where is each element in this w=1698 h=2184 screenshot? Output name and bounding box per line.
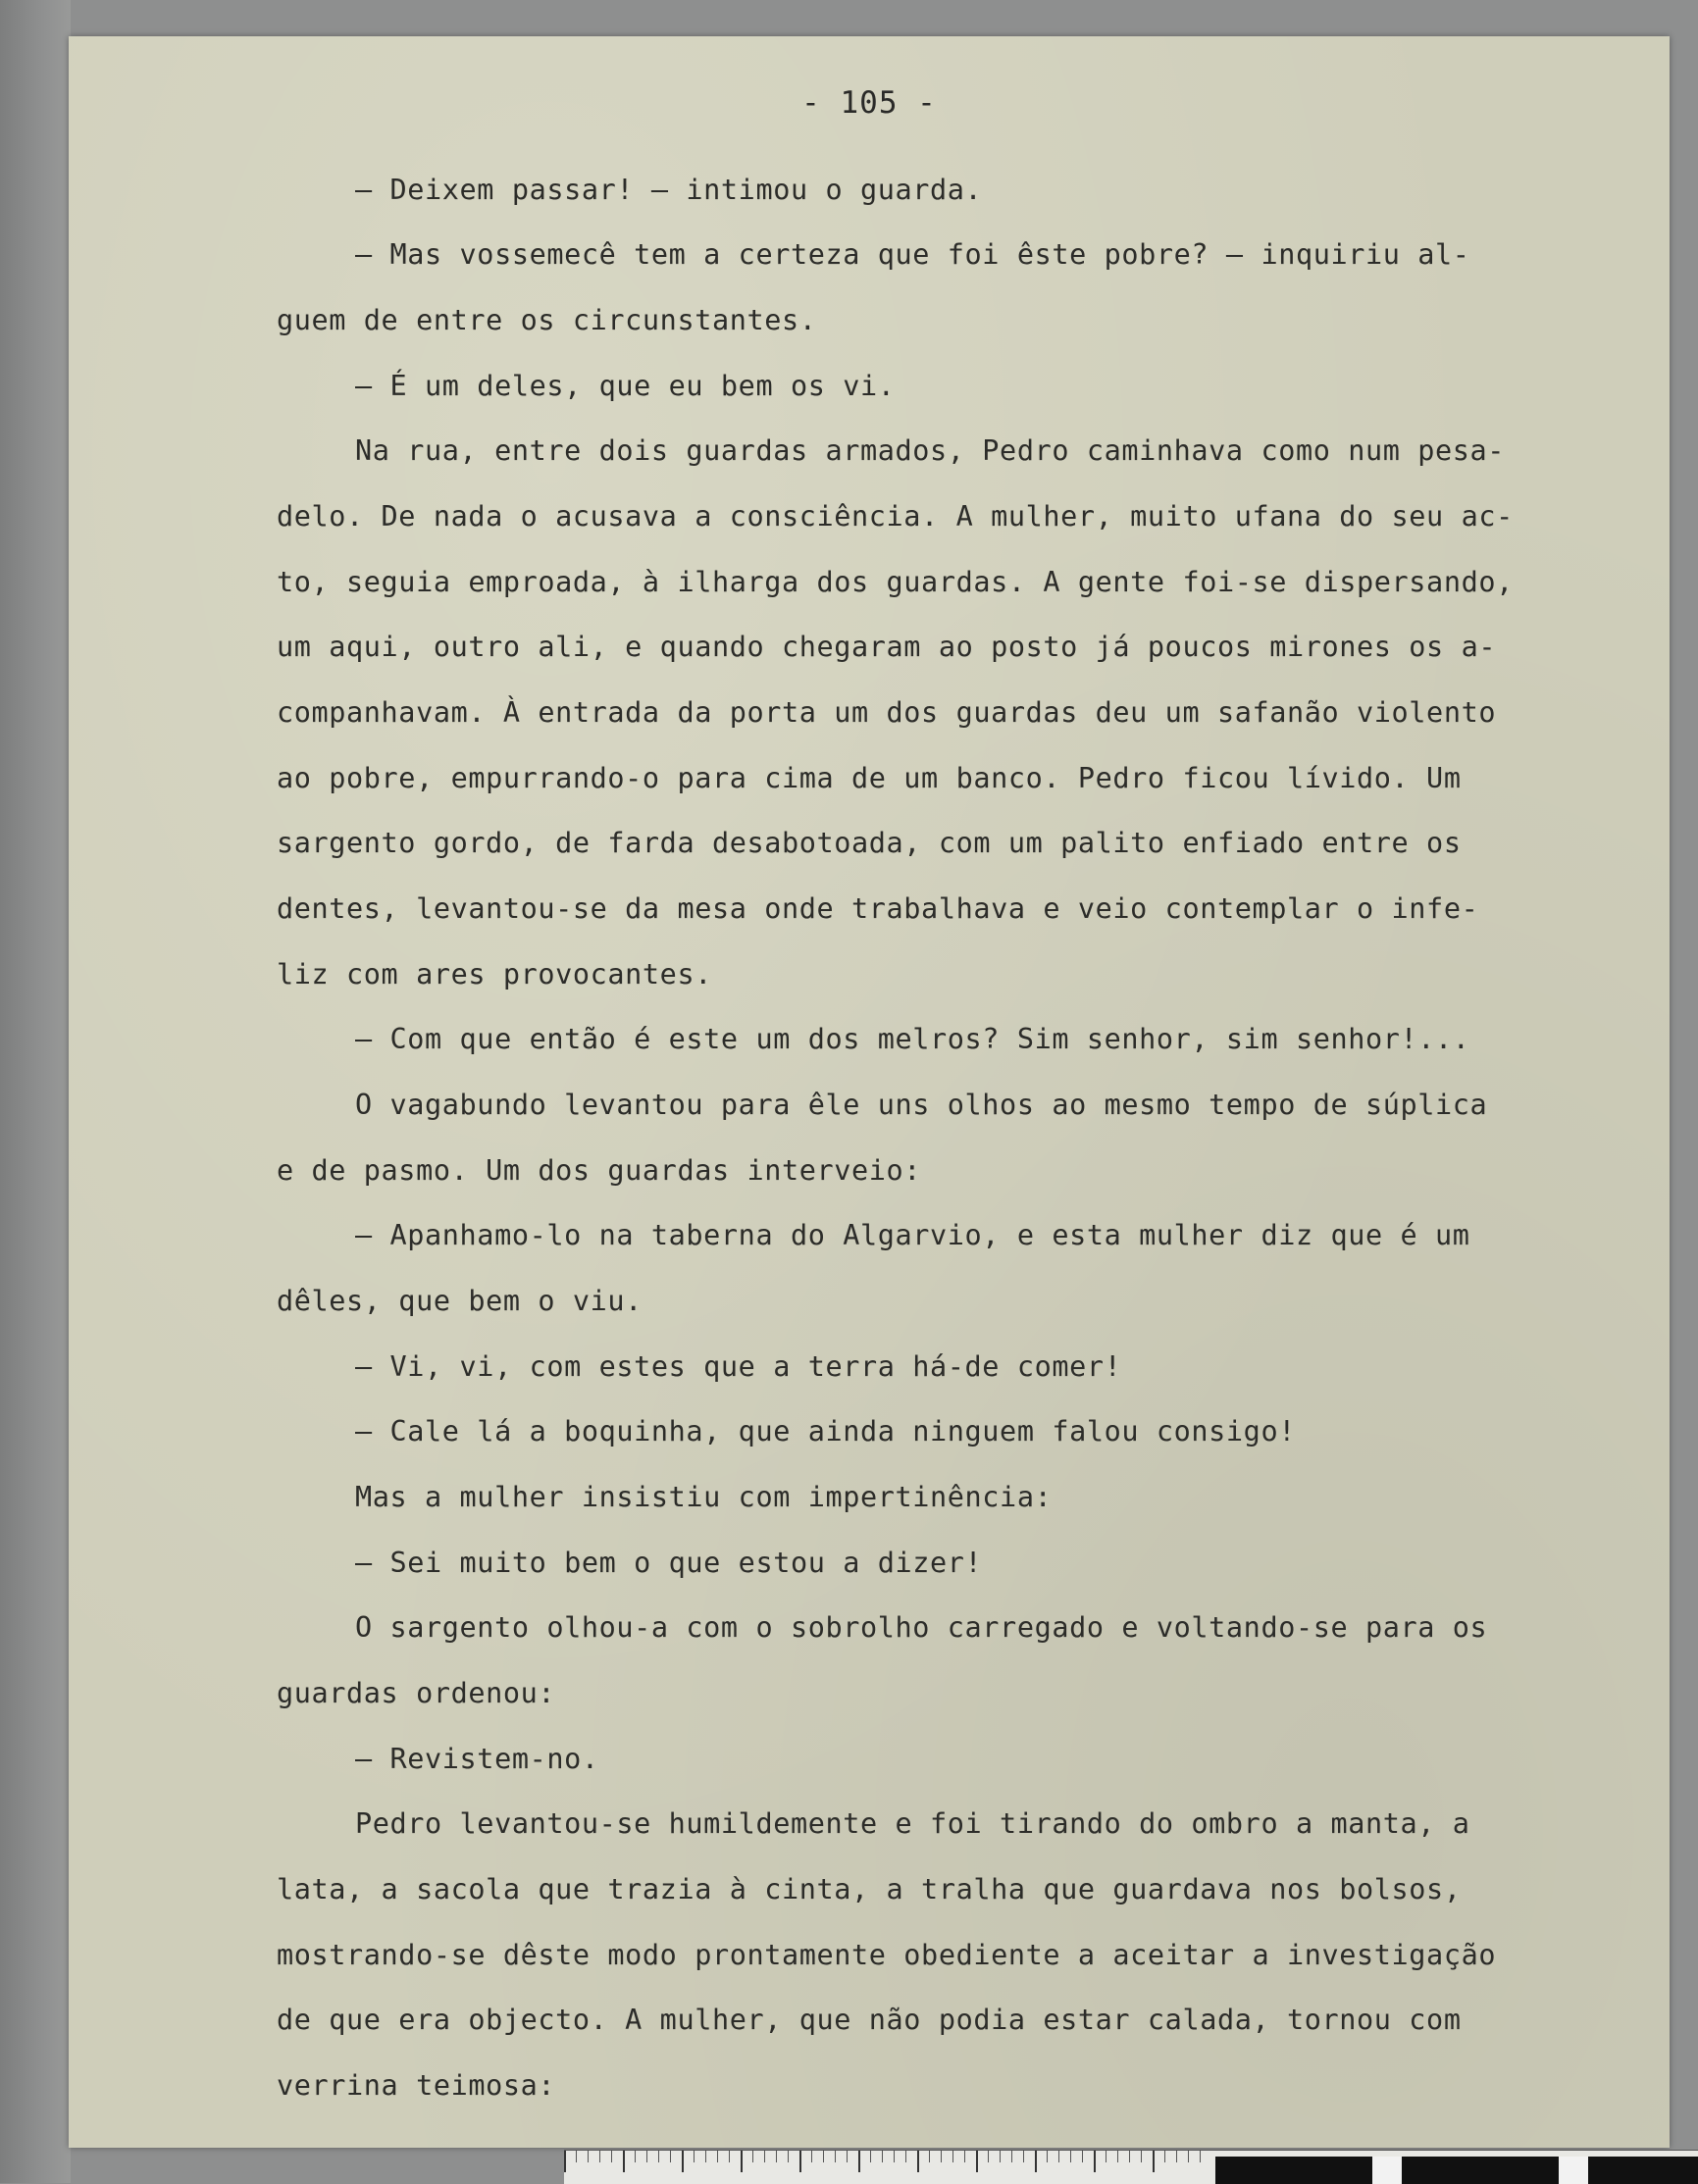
- text-line: e de pasmo. Um dos guardas interveio:: [277, 1154, 922, 1187]
- text-line: sargento gordo, de farda desabotoada, com um palito enfiado entre os: [277, 827, 1462, 859]
- text-line: — Apanhamo-lo na taberna do Algarvio, e esta mulher diz que é um: [355, 1219, 1470, 1251]
- text-line: Mas a mulher insistiu com impertinência:: [355, 1481, 1053, 1513]
- document-page: [69, 36, 1670, 2148]
- text-line: companhavam. À entrada da porta um dos guardas deu um safanão violento: [277, 696, 1497, 729]
- text-line: delo. De nada o acusava a consciência. A mulher, muito ufana do seu ac-: [277, 500, 1514, 533]
- text-line: um aqui, outro ali, e quando chegaram ao posto já poucos mirones os a-: [277, 631, 1497, 663]
- text-line: — Cale lá a boquinha, que ainda ninguem falou consigo!: [355, 1415, 1296, 1448]
- text-line: — Revistem-no.: [355, 1743, 599, 1775]
- scan-background: [0, 0, 71, 2183]
- text-line: O sargento olhou-a com o sobrolho carregado e voltando-se para os: [355, 1611, 1488, 1644]
- text-line: verrina teimosa:: [277, 2069, 556, 2102]
- text-line: guardas ordenou:: [277, 1677, 556, 1709]
- text-line: Na rua, entre dois guardas armados, Pedro caminhava como num pesa-: [355, 434, 1506, 467]
- text-line: — Vi, vi, com estes que a terra há-de comer!: [355, 1350, 1122, 1383]
- ruler-major-ticks: [564, 2151, 1211, 2172]
- scale-ruler: [564, 2150, 1698, 2184]
- page-number: - 105 -: [801, 85, 937, 121]
- text-line: — Mas vossemecê tem a certeza que foi êste pobre? — inquiriu al-: [355, 238, 1470, 271]
- text-line: — Deixem passar! — intimou o guarda.: [355, 174, 983, 206]
- text-line: de que era objecto. A mulher, que não podia estar calada, tornou com: [277, 2004, 1462, 2036]
- text-line: O vagabundo levantou para êle uns olhos ao mesmo tempo de súplica: [355, 1089, 1488, 1121]
- text-line: mostrando-se dêste modo prontamente obediente a aceitar a investigação: [277, 1939, 1497, 1971]
- text-line: — Sei muito bem o que estou a dizer!: [355, 1547, 983, 1579]
- text-line: dentes, levantou-se da mesa onde trabalhava e veio contemplar o infe-: [277, 892, 1479, 925]
- text-line: ao pobre, empurrando-o para cima de um banco. Pedro ficou lívido. Um: [277, 762, 1462, 794]
- text-line: to, seguia emproada, à ilharga dos guardas. A gente foi-se dispersando,: [277, 566, 1514, 598]
- text-line: liz com ares provocantes.: [277, 958, 712, 990]
- color-calibration-bar: [1215, 2157, 1698, 2184]
- text-line: — Com que então é este um dos melros? Sim senhor, sim senhor!...: [355, 1023, 1470, 1055]
- text-line: dêles, que bem o viu.: [277, 1285, 643, 1317]
- text-line: — É um deles, que eu bem os vi.: [355, 370, 896, 402]
- text-line: Pedro levantou-se humildemente e foi tirando do ombro a manta, a: [355, 1807, 1470, 1840]
- text-line: guem de entre os circunstantes.: [277, 304, 817, 336]
- text-line: lata, a sacola que trazia à cinta, a tralha que guardava nos bolsos,: [277, 1873, 1462, 1905]
